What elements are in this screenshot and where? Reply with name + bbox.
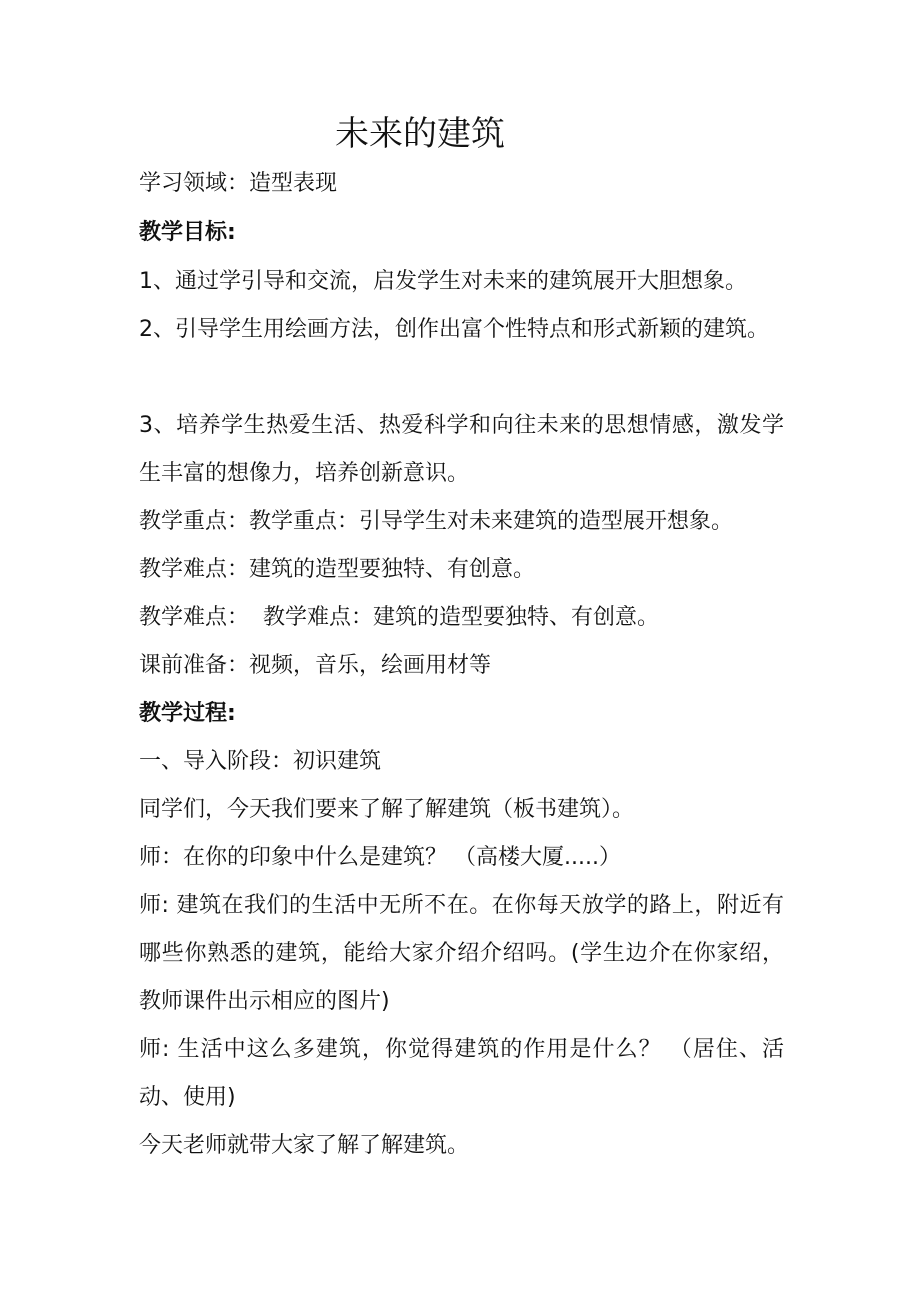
paragraph-3: 师: 建筑在我们的生活中无所不在。在你每天放学的路上，附近有哪些你熟悉的建筑，能给大家介绍介绍吗。(学生边介在你家绍，教师课件出示相应的图片) [139, 893, 784, 1014]
preparation: 课前准备：视频，音乐，绘画用材等 [139, 653, 492, 678]
paragraph-5: 今天老师就带大家了解了解建筑。 [139, 1133, 470, 1158]
paragraph-1: 同学们，今天我们要来了解了解建筑（板书建筑）。 [139, 797, 635, 822]
stage-1-heading: 一、导入阶段：初识建筑 [139, 749, 382, 774]
difficulty-1: 教学难点：建筑的造型要独特、有创意。 [139, 557, 536, 582]
learning-field: 学习领域：造型表现 [139, 171, 338, 196]
difficulty-2: 教学难点： 教学难点：建筑的造型要独特、有创意。 [139, 605, 659, 630]
objectives-heading: 教学目标: [139, 220, 236, 245]
key-point: 教学重点：教学重点：引导学生对未来建筑的造型展开想象。 [139, 509, 734, 534]
paragraph-2: 师：在你的印象中什么是建筑？ （高楼大厦.....） [139, 845, 621, 870]
objective-2: 2、引导学生用绘画方法，创作出富个性特点和形式新颖的建筑。 [139, 317, 769, 342]
paragraph-4: 师: 生活中这么多建筑，你觉得建筑的作用是什么？ （居住、活动、使用) [139, 1037, 784, 1110]
document-title: 未来的建筑 [335, 114, 505, 154]
process-heading: 教学过程: [139, 701, 236, 726]
objective-1: 1、通过学引导和交流，启发学生对未来的建筑展开大胆想象。 [139, 269, 747, 294]
objective-3: 3、培养学生热爱生活、热爱科学和向往未来的思想情感，激发学生丰富的想像力，培养创新意识。 [139, 413, 784, 486]
